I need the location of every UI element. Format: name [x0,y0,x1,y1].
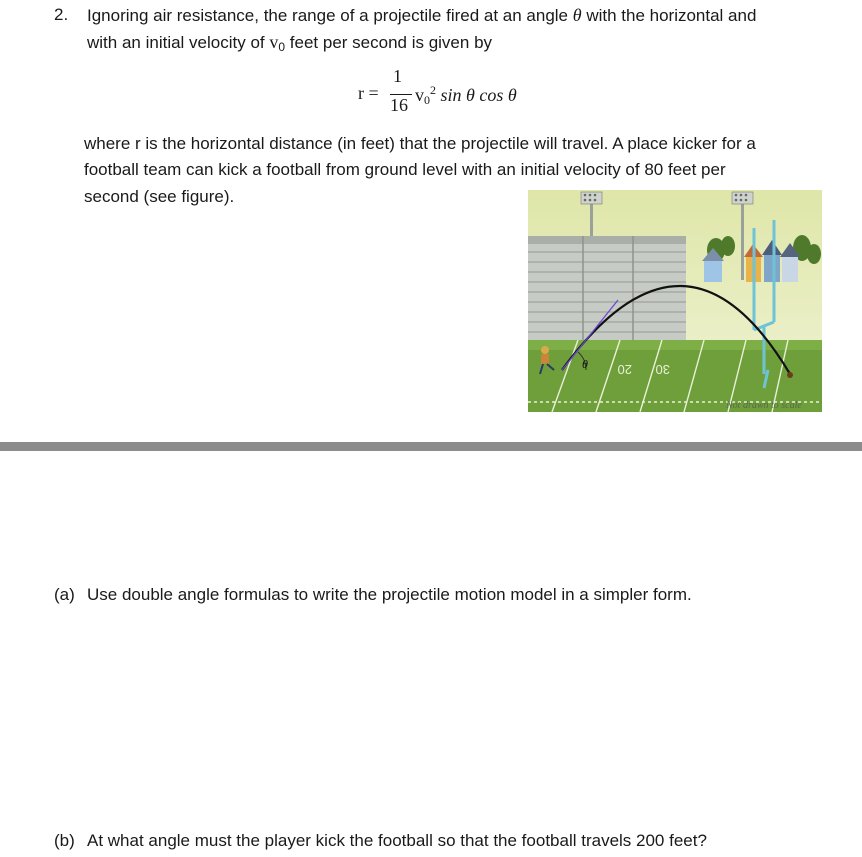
part-a [54,582,692,608]
formula-velocity-subscript: 0 [424,93,430,107]
part-b-text: At what angle must the player kick the football so that the football travels 200 feet? [87,831,707,850]
formula-velocity: v [415,85,424,105]
range-formula [358,66,558,118]
velocity-subscript: 0 [278,40,286,54]
question-line-1 [87,2,756,29]
paragraph-line-1: where r is the horizontal distance (in feet) that the projectile will travel. A place kicker for a [84,134,756,153]
part-b-label: (b) [54,831,75,850]
formula-trig: sin θ cos θ [440,85,517,105]
formula-lhs: r = [358,83,379,103]
angle-label: θ [582,357,588,371]
question-text: with an initial velocity of [87,33,270,52]
paragraph-line-2: football team can kick a football from ground level with an initial velocity of 80 feet per [84,160,726,179]
figure-caption: Not drawn to scale [726,400,802,411]
part-a-text: Use double angle formulas to write the projectile motion model in a simpler form. [87,585,692,604]
paragraph-line-3: second (see figure). [84,187,235,206]
formula-exponent: 2 [430,83,436,97]
fraction-numerator: 1 [393,66,402,86]
question-line-2 [87,29,492,60]
section-divider [0,442,862,451]
yard-label-20: 20 [617,362,632,377]
velocity-symbol: v [269,32,279,52]
question-text: with the horizontal and [581,6,757,25]
question-text: feet per second is given by [285,33,493,52]
fraction-denominator: 16 [390,95,408,115]
theta-symbol: θ [572,5,582,25]
part-b [54,828,707,854]
part-a-label: (a) [54,585,75,604]
football-field-figure [528,190,822,412]
question-number: 2. [54,5,69,24]
football [787,372,793,378]
formula-rhs [415,83,517,108]
yard-label-30: 30 [655,362,670,377]
question-text: Ignoring air resistance, the range of a projectile fired at an angle [87,6,573,25]
